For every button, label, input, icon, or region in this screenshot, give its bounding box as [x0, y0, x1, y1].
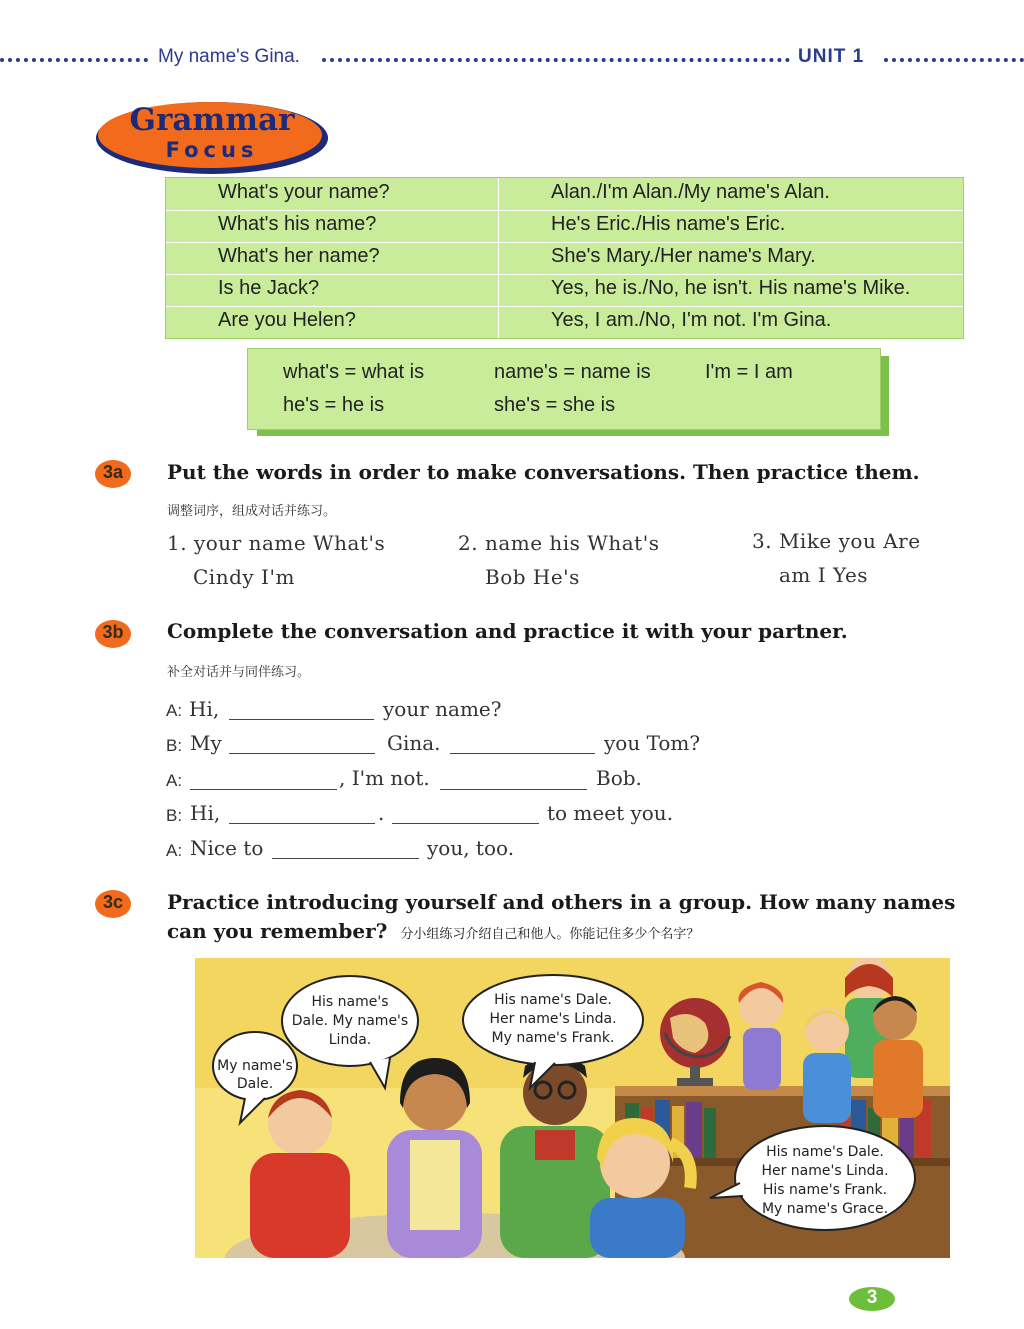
dialogue-text: Hi, [189, 697, 220, 721]
table-row [166, 274, 963, 307]
activity-3b-instruction: Complete the conversation and practice it with your partner. [167, 619, 848, 643]
bubble-line: My name's [217, 1058, 293, 1074]
table-question: What's his name? [218, 213, 377, 235]
table-answer: He's Eric./His name's Eric. [551, 213, 786, 235]
instruction-text: can you remember? [167, 919, 388, 943]
dialogue-text: you, too. [427, 836, 515, 860]
speaker-label: A: [166, 771, 183, 790]
page-number-text: 3 [866, 1287, 878, 1308]
header-dots-right [884, 58, 1024, 62]
bubble-line: Dale. My name's [291, 1013, 409, 1029]
answer-blank[interactable] [272, 858, 419, 859]
answer-blank[interactable] [229, 719, 374, 720]
answer-blank[interactable] [392, 823, 539, 824]
table-row [166, 306, 963, 338]
bubble-line: His name's Frank. [762, 1182, 888, 1198]
contraction-item: name's = name is [494, 361, 651, 383]
activity-3a-badge [94, 459, 132, 489]
speaker-label: B: [166, 736, 183, 755]
bubble-line: His name's Dale. [494, 992, 612, 1008]
dialogue-text: . [378, 801, 385, 825]
dialogue-text: your name? [383, 697, 502, 721]
bubble-line: My name's Frank. [491, 1030, 615, 1046]
page-number [848, 1286, 896, 1312]
speaker-label: A: [166, 841, 183, 860]
activity-3a-instruction-cn: 调整词序，组成对话并练习。 [167, 504, 337, 519]
bubble-line: Her name's Linda. [761, 1163, 889, 1179]
activity-label: 3b [102, 622, 124, 642]
table-answer: Yes, he is./No, he isn't. His name's Mike. [551, 277, 911, 299]
grammar-table [165, 177, 964, 339]
dialogue-text: Bob. [596, 766, 642, 790]
dialogue-text: Gina. [387, 731, 441, 755]
word-scramble-line: 3. Mike you Are [752, 529, 921, 553]
dialogue-text: Hi, [190, 801, 221, 825]
word-scramble-line: am I Yes [779, 563, 869, 587]
word-scramble-line: 1. your name What's [167, 531, 386, 555]
activity-3b-badge [94, 619, 132, 649]
contractions-box [247, 348, 881, 430]
table-question: Are you Helen? [218, 309, 356, 331]
activity-3c-instruction-cn: 分小组练习介绍自己和他人。你能记住多少个名字？ [400, 927, 700, 942]
activity-3a-instruction: Put the words in order to make conversations. Then practice them. [167, 460, 920, 484]
unit-label: UNIT 1 [798, 46, 865, 67]
header-dots-middle [322, 58, 790, 62]
contraction-item: she's = she is [494, 394, 616, 416]
classroom-illustration [195, 958, 950, 1258]
dialogue-text: Nice to [190, 836, 264, 860]
table-question: What's your name? [218, 181, 390, 203]
activity-3c-instruction-line2 [167, 919, 699, 943]
contraction-item: what's = what is [283, 361, 425, 383]
table-row [166, 210, 963, 243]
dialogue-text: to meet you. [547, 801, 674, 825]
girl-purple-shirt [387, 1058, 482, 1258]
badge-subtitle: Focus [165, 138, 259, 162]
activity-3b-instruction-cn: 补全对话并与同伴练习。 [167, 665, 311, 680]
contraction-item: he's = he is [283, 394, 385, 416]
table-answer: Yes, I am./No, I'm not. I'm Gina. [551, 309, 832, 331]
table-answer: She's Mary./Her name's Mary. [551, 245, 816, 267]
table-answer: Alan./I'm Alan./My name's Alan. [551, 181, 830, 203]
word-scramble-line: 2. name his What's [458, 531, 660, 555]
bubble-line: His name's [311, 994, 389, 1010]
bubble-line: My name's Grace. [761, 1201, 889, 1217]
bubble-line: Dale. [236, 1076, 274, 1092]
bubble-line: Linda. [328, 1032, 372, 1048]
answer-blank[interactable] [450, 753, 595, 754]
table-question: Is he Jack? [218, 277, 320, 299]
word-scramble-line: Bob He's [485, 565, 580, 589]
page-header [0, 44, 1024, 74]
answer-blank[interactable] [229, 823, 375, 824]
bubble-line: Her name's Linda. [489, 1011, 617, 1027]
badge-title: Grammar [129, 102, 295, 138]
grammar-focus-badge [92, 98, 332, 176]
answer-blank[interactable] [190, 789, 337, 790]
speaker-label: A: [166, 701, 183, 720]
table-question: What's her name? [218, 245, 380, 267]
activity-3c-badge [94, 889, 132, 919]
dialogue-text: , I'm not. [339, 766, 430, 790]
activity-label: 3a [102, 462, 124, 482]
answer-blank[interactable] [229, 753, 375, 754]
speaker-label: B: [166, 806, 183, 825]
contraction-item: I'm = I am [705, 361, 793, 383]
table-row [166, 242, 963, 275]
cartoon-scene [195, 958, 950, 1258]
header-dots-left [0, 58, 148, 62]
dialogue-text: My [190, 731, 222, 755]
activity-3c-instruction: Practice introducing yourself and others in a group. How many names [167, 890, 956, 914]
lesson-title: My name's Gina. [158, 46, 300, 67]
answer-blank[interactable] [440, 789, 587, 790]
dialogue-text: you Tom? [604, 731, 701, 755]
bubble-line: His name's Dale. [766, 1144, 884, 1160]
word-scramble-line: Cindy I'm [193, 565, 295, 589]
activity-label: 3c [102, 892, 124, 912]
table-row [166, 178, 963, 211]
